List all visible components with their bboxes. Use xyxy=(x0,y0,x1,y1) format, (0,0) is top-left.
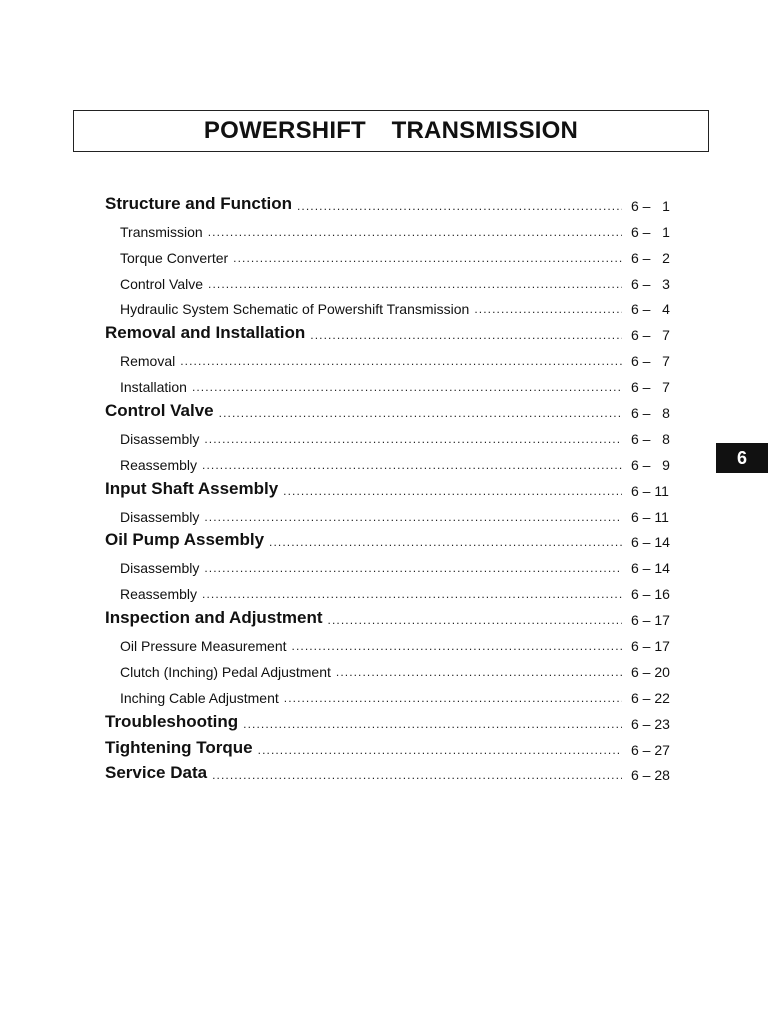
dot-leader xyxy=(474,303,622,315)
toc-section[interactable] xyxy=(105,191,677,217)
toc-page-number: 6 – 28 xyxy=(631,767,670,784)
dot-leader xyxy=(336,666,622,678)
dot-leader xyxy=(292,640,622,652)
toc-entry-label: Removal and Installation xyxy=(105,323,306,343)
toc-page-number: 6 – 8 xyxy=(631,430,670,447)
toc-page-number: 6 – 11 xyxy=(631,482,669,499)
chapter-number: 6 xyxy=(736,447,747,468)
dot-leader xyxy=(219,407,622,419)
dot-leader xyxy=(202,588,622,600)
dot-leader xyxy=(328,614,622,626)
toc-entry-label: Structure and Function xyxy=(105,193,292,213)
toc-section[interactable] xyxy=(105,605,677,631)
toc-subsection[interactable] xyxy=(105,346,677,372)
toc-page-number: 6 – 20 xyxy=(631,663,670,680)
dot-leader xyxy=(208,278,622,290)
toc-page-number: 6 – 14 xyxy=(631,560,670,577)
toc-page-number: 6 – 1 xyxy=(631,197,670,214)
toc-section[interactable] xyxy=(105,709,677,735)
toc-page-number: 6 – 2 xyxy=(631,249,670,266)
dot-leader xyxy=(204,562,622,574)
toc-section[interactable] xyxy=(105,320,677,346)
toc-entry-label: Tightening Torque xyxy=(105,737,253,757)
toc-entry-label: Inspection and Adjustment xyxy=(105,608,323,628)
toc-page-number: 6 – 23 xyxy=(631,715,670,732)
dot-leader xyxy=(202,459,622,471)
dot-leader xyxy=(180,355,622,367)
toc-entry-label: Reassembly xyxy=(120,586,198,603)
toc-subsection[interactable] xyxy=(105,372,677,398)
dot-leader xyxy=(283,485,622,497)
toc-section[interactable] xyxy=(105,735,677,761)
toc-entry-label: Hydraulic System Schematic of Powershift Transmission xyxy=(120,301,470,318)
toc-page-number: 6 – 9 xyxy=(631,456,670,473)
dot-leader xyxy=(204,511,622,523)
toc-section[interactable] xyxy=(105,528,677,554)
toc-entry-label: Clutch (Inching) Pedal Adjustment xyxy=(120,663,331,680)
dot-leader xyxy=(212,769,622,781)
toc-page-number: 6 – 3 xyxy=(631,275,670,292)
toc-subsection[interactable] xyxy=(105,683,677,709)
toc-page-number: 6 – 16 xyxy=(631,586,670,603)
toc-page-number: 6 – 14 xyxy=(631,534,670,551)
toc-subsection[interactable] xyxy=(105,217,677,243)
dot-leader xyxy=(233,252,622,264)
toc-page-number: 6 – 4 xyxy=(631,301,670,318)
toc-subsection[interactable] xyxy=(105,243,677,269)
toc-entry-label: Oil Pump Assembly xyxy=(105,530,265,550)
dot-leader xyxy=(258,744,622,756)
dot-leader xyxy=(208,226,622,238)
toc-subsection[interactable] xyxy=(105,657,677,683)
toc-subsection[interactable] xyxy=(105,269,677,295)
toc-entry-label: Troubleshooting xyxy=(105,711,239,731)
toc-entry-label: Installation xyxy=(120,379,187,396)
toc-entry-label: Inching Cable Adjustment xyxy=(120,689,279,706)
toc-entry-label: Torque Converter xyxy=(120,249,229,266)
title-box xyxy=(73,110,709,152)
dot-leader xyxy=(269,536,622,548)
toc-page-number: 6 – 27 xyxy=(631,741,670,758)
table-of-contents xyxy=(105,191,677,786)
dot-leader xyxy=(192,381,622,393)
toc-subsection[interactable] xyxy=(105,553,677,579)
toc-entry-label: Control Valve xyxy=(105,401,214,421)
toc-page-number: 6 – 17 xyxy=(631,612,670,629)
toc-section[interactable] xyxy=(105,761,677,787)
dot-leader xyxy=(310,329,622,341)
toc-section[interactable] xyxy=(105,476,677,502)
dot-leader xyxy=(204,433,622,445)
toc-entry-label: Control Valve xyxy=(120,275,204,292)
toc-page-number: 6 – 7 xyxy=(631,327,670,344)
toc-page-number: 6 – 11 xyxy=(631,508,669,525)
toc-page-number: 6 – 1 xyxy=(631,223,670,240)
toc-page-number: 6 – 7 xyxy=(631,353,670,370)
toc-subsection[interactable] xyxy=(105,295,677,321)
toc-subsection[interactable] xyxy=(105,424,677,450)
toc-subsection[interactable] xyxy=(105,502,677,528)
toc-page-number: 6 – 17 xyxy=(631,638,670,655)
toc-page-number: 6 – 8 xyxy=(631,405,670,422)
toc-entry-label: Removal xyxy=(120,353,176,370)
toc-subsection[interactable] xyxy=(105,450,677,476)
toc-entry-label: Reassembly xyxy=(120,456,198,473)
toc-entry-label: Transmission xyxy=(120,223,203,240)
toc-page-number: 6 – 7 xyxy=(631,379,670,396)
toc-entry-label: Input Shaft Assembly xyxy=(105,478,279,498)
toc-subsection[interactable] xyxy=(105,631,677,657)
toc-page-number: 6 – 22 xyxy=(631,689,670,706)
chapter-tab xyxy=(716,443,768,473)
toc-entry-label: Disassembly xyxy=(120,430,200,447)
dot-leader xyxy=(297,200,622,212)
toc-entry-label: Disassembly xyxy=(120,508,200,525)
toc-entry-label: Disassembly xyxy=(120,560,200,577)
page-title: POWERSHIFT TRANSMISSION xyxy=(203,117,579,144)
toc-section[interactable] xyxy=(105,398,677,424)
toc-entry-label: Service Data xyxy=(105,763,208,783)
toc-entry-label: Oil Pressure Measurement xyxy=(120,638,287,655)
toc-subsection[interactable] xyxy=(105,579,677,605)
dot-leader xyxy=(284,692,622,704)
dot-leader xyxy=(243,718,622,730)
